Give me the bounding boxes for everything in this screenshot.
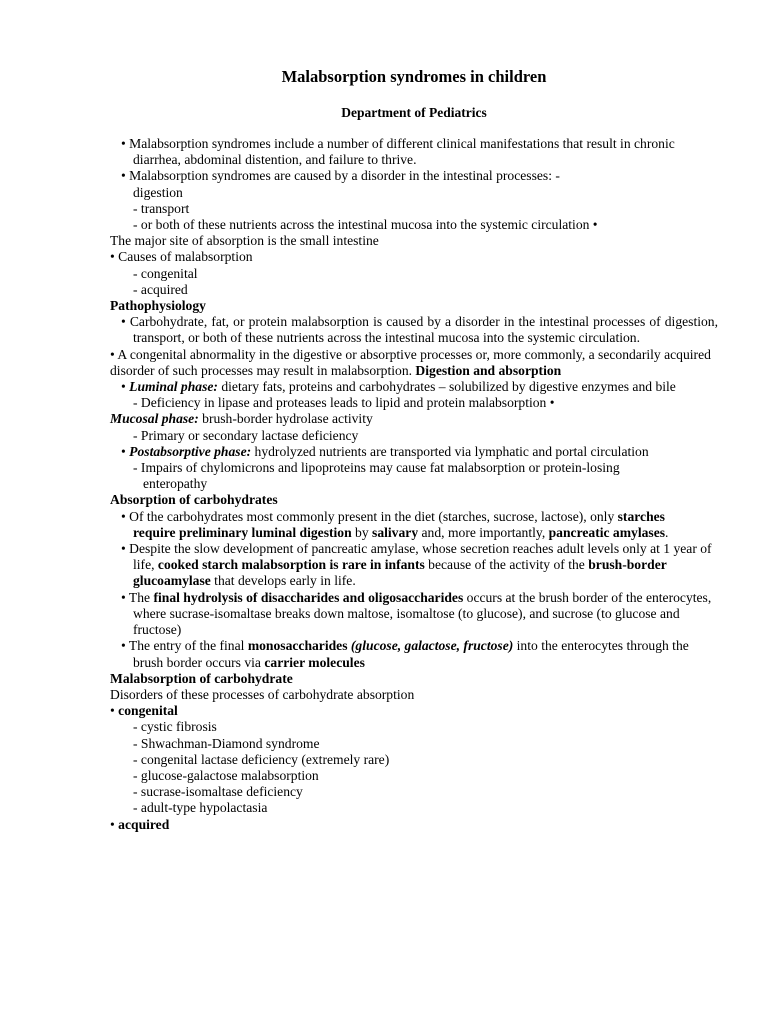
paragraph: The major site of absorption is the small intestine [110, 233, 379, 249]
document-body [110, 136, 718, 833]
paragraph-text: into the enterocytes through the brush border occurs via [133, 638, 689, 670]
emphasis: carrier molecules [264, 654, 365, 670]
bullet-text: • [121, 379, 130, 395]
bullet-paragraph [110, 541, 718, 590]
paragraph-text: • The entry of the final [121, 638, 248, 654]
list-item: - sucrase-isomaltase deficiency [133, 784, 303, 800]
paragraph-text: • The [121, 589, 154, 605]
section-heading: Digestion and absorption [415, 362, 562, 378]
emphasis: cooked starch malabsorption is rare in infants [157, 557, 425, 573]
paragraph-text: • Despite the slow development of pancreatic amylase, whose secretion reaches adult levels only at 1 year of life, [121, 541, 712, 573]
paragraph-text: • A congenital abnormality in the digestive or absorptive processes or, more commonly, a secondarily acquired disorder of such processes may result in malabsorption. [110, 346, 711, 378]
term: Postabsorptive phase: [129, 443, 252, 459]
section-heading: Pathophysiology [110, 298, 206, 314]
bullet-paragraph [110, 703, 718, 719]
list-item: - adult-type hypolactasia [133, 800, 268, 816]
term: Mucosal phase: [110, 411, 199, 427]
bullet-paragraph [110, 590, 718, 639]
bullet-paragraph [110, 444, 718, 460]
paragraph-text: and, more importantly, [418, 524, 549, 540]
bullet-text: • [121, 443, 130, 459]
paragraph-text: • Of the carbohydrates most commonly present in the diet (starches, sucrose, lactose), only [121, 508, 618, 524]
emphasis: final hydrolysis of disaccharides and oligosaccharides [153, 589, 464, 605]
bullet-paragraph: • Causes of malabsorption [110, 249, 253, 265]
list-item: digestion [133, 184, 183, 200]
paragraph-text: brush-border hydrolase activity [198, 411, 373, 427]
list-item: - Shwachman-Diamond syndrome [133, 735, 320, 751]
paragraph-text: because of the activity of the [424, 557, 589, 573]
list-item: - cystic fibrosis [133, 719, 217, 735]
document-title: Malabsorption syndromes in children [281, 67, 547, 86]
list-item: - Impairs of chylomicrons and lipoproteins may cause fat malabsorption or protein-losing enteropathy [133, 460, 620, 492]
paragraph-text: hydrolyzed nutrients are transported via lymphatic and portal circulation [251, 443, 649, 459]
bullet-paragraph [110, 509, 718, 541]
document-subtitle: Department of Pediatrics [341, 105, 487, 120]
bullet-paragraph [110, 638, 718, 670]
list-item: - Primary or secondary lactase deficiency [133, 427, 359, 443]
list-item: - Deficiency in lipase and proteases leads to lipid and protein malabsorption • [133, 395, 555, 411]
paragraph-text: by [351, 524, 373, 540]
emphasis: salivary [372, 524, 419, 540]
bullet-paragraph [110, 379, 718, 395]
paragraph: Disorders of these processes of carbohydrate absorption [110, 686, 415, 702]
list-item: - acquired [133, 281, 188, 297]
emphasis: acquired [118, 816, 170, 832]
emphasis: starches require preliminary luminal digestion [133, 508, 665, 540]
emphasis: pancreatic amylases [548, 524, 666, 540]
list-item: - congenital lactase deficiency (extremely rare) [133, 751, 390, 767]
bullet-paragraph: • Malabsorption syndromes include a number of different clinical manifestations that result in chronic diarrhea, abdominal distention, and failure to thrive. [121, 136, 675, 168]
paragraph-text: . [665, 524, 669, 540]
term: Luminal phase: [129, 379, 218, 395]
list-item: - congenital [133, 265, 198, 281]
list-item: - transport [133, 200, 190, 216]
emphasis: monosaccharides [247, 638, 348, 654]
emphasis: congenital [118, 703, 178, 719]
bullet-paragraph: • Malabsorption syndromes are caused by a disorder in the intestinal processes: - [121, 168, 560, 184]
paragraph [110, 347, 718, 379]
bullet-text: • [110, 703, 119, 719]
list-item: - glucose-galactose malabsorption [133, 767, 319, 783]
list-item: - or both of these nutrients across the intestinal mucosa into the systemic circulation • [133, 217, 598, 233]
paragraph-text: occurs at the brush border of the enterocytes, where sucrase-isomaltase breaks down maltose, isomaltose (to glucose), and sucrose (to glucose and fructose) [133, 589, 712, 638]
bullet-text: • [110, 816, 119, 832]
bullet-paragraph [110, 817, 718, 833]
section-heading: Absorption of carbohydrates [110, 492, 278, 508]
bullet-paragraph: • Carbohydrate, fat, or protein malabsorption is caused by a disorder in the intestinal processes of digestion, transport, or both of these nutrients across the intestinal mucosa into the systemic circulation. [121, 314, 718, 346]
emphasis: (glucose, galactose, fructose) [350, 638, 514, 654]
paragraph-text: that develops early in life. [210, 573, 356, 589]
paragraph [110, 411, 718, 427]
section-heading: Malabsorption of carbohydrate [110, 670, 293, 686]
emphasis: brush-border glucoamylase [133, 557, 667, 589]
paragraph-text: dietary fats, proteins and carbohydrates – solubilized by digestive enzymes and bile [217, 379, 676, 395]
